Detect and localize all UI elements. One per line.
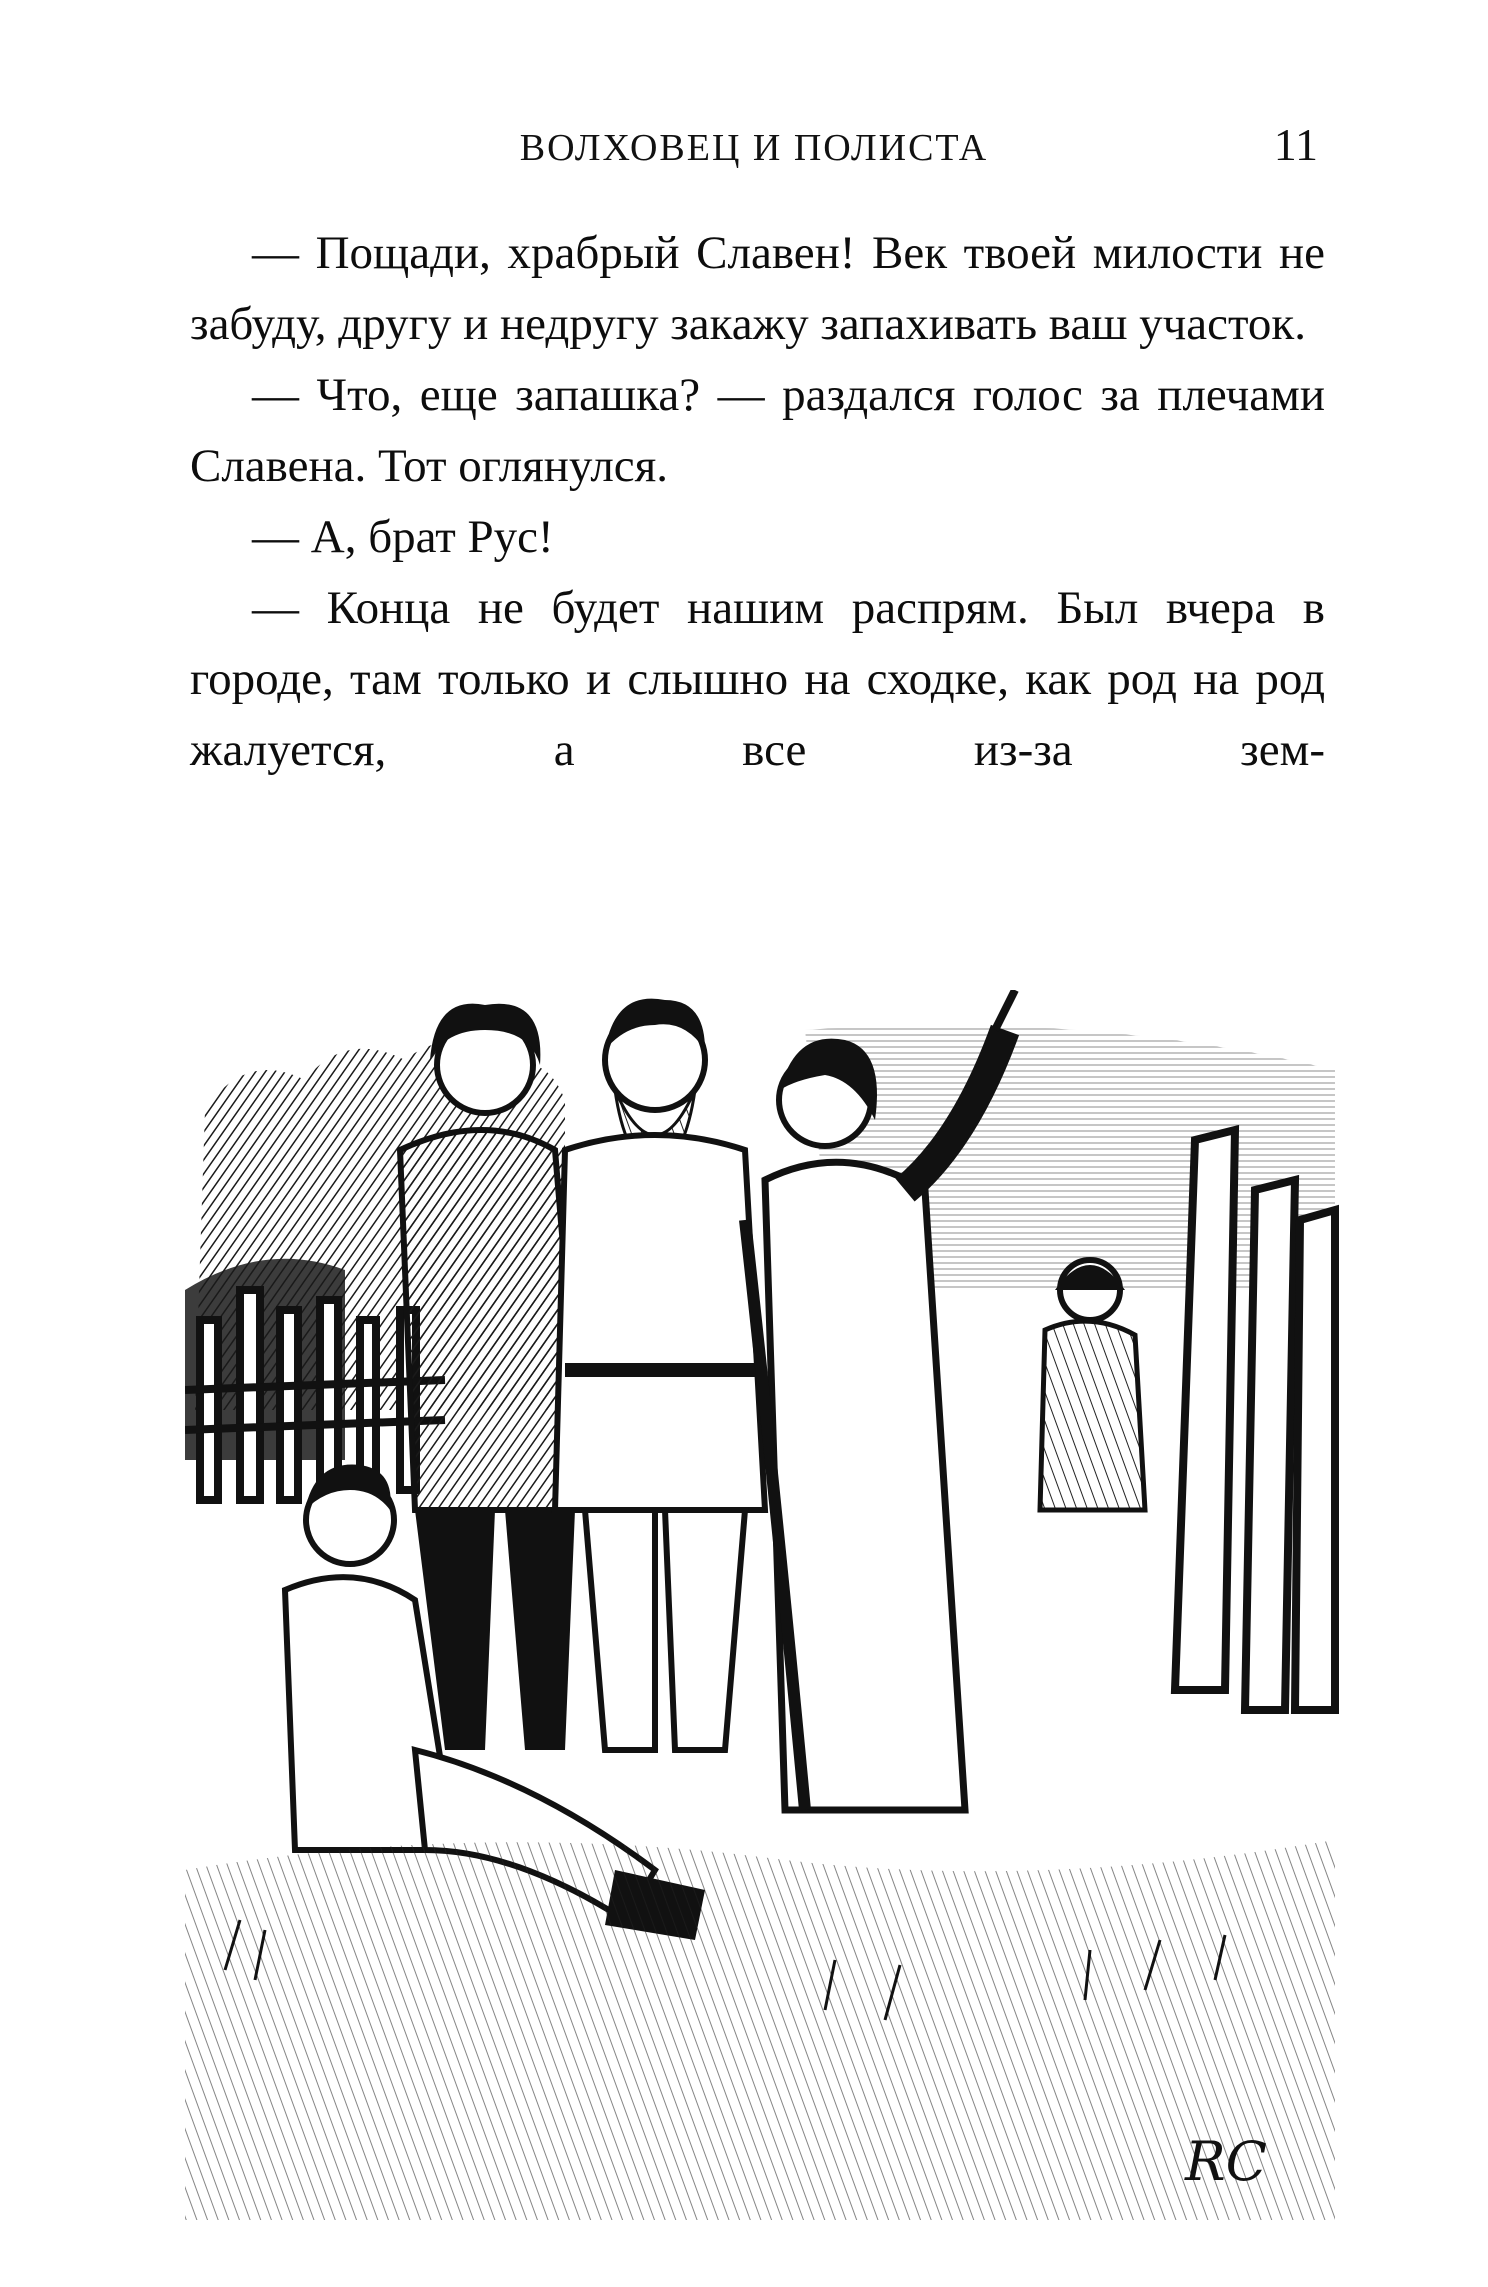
page-number: 11 (1273, 119, 1318, 170)
running-head (190, 118, 1318, 178)
fence-right (1175, 1130, 1335, 1710)
engraving-drawing (185, 990, 1340, 2220)
child-figure (1040, 1260, 1145, 1510)
body-text (190, 218, 1325, 786)
running-title: ВОЛХОВЕЦ И ПОЛИСТА (519, 127, 989, 169)
bearded-man-figure (555, 999, 765, 1750)
paragraph: — Пощади, храбрый Славен! Век твоей милости не забуду, другу и недругу закажу запахивать ваш участок. (190, 227, 1325, 350)
paragraph: — А, брат Рус! (252, 511, 554, 563)
paragraph: — Конца не будет нашим распрям. Был вчера в городе, там только и слышно на сходке, как род на род жалуется, а все из-за зем- (190, 582, 1325, 776)
ground-grass (185, 1840, 1335, 2220)
engraving-illustration (185, 990, 1340, 2220)
paragraph: — Что, еще запашка? — раздался голос за плечами Славена. Тот оглянулся. (190, 369, 1325, 492)
artist-signature: RC (1185, 2130, 1267, 2193)
